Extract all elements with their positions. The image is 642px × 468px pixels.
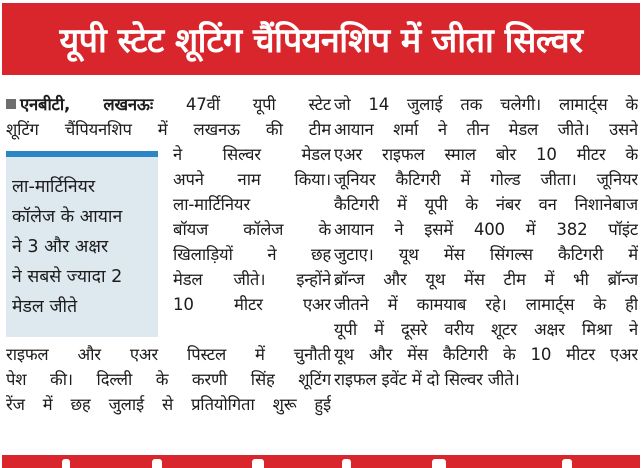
headline-glyph-fragment — [342, 459, 351, 468]
headline-glyph-fragment — [62, 459, 70, 468]
pull-quote — [6, 151, 158, 337]
article-line: मेडल जीते। इन्होंने — [173, 270, 331, 289]
article-line: जो 14 जुलाई तक चलेगी। लामार्ट्स के — [334, 95, 638, 114]
article-line: अपने नाम किया। — [173, 170, 331, 189]
pull-quote-line: मेडल जीते — [12, 297, 78, 317]
article-line — [6, 92, 331, 117]
bullet-icon — [6, 99, 16, 109]
article-line: खिलाड़ियों ने छह — [173, 245, 331, 264]
article-line: यूपी में दूसरे वरीय शूटर अक्षर मिश्रा ने — [334, 320, 638, 339]
pull-quote-line: ने सबसे ज्यादा 2 — [12, 267, 123, 287]
article-line: आयान ने इसमें 400 में 382 पॉइंट — [334, 220, 638, 239]
article-line: राइफल इवेंट में दो सिल्वर जीते। — [334, 370, 520, 389]
article-line: जीतने में कामयाब रहे। लामार्ट्स के ही — [334, 295, 638, 314]
article-line: ने सिल्वर मेडल — [173, 145, 331, 164]
article-line: रेंज में छह जुलाई से प्रतियोगिता शुरू हुई — [6, 395, 331, 414]
headline-glyph-fragment — [252, 459, 264, 468]
headline-glyph-fragment — [432, 459, 446, 468]
byline: एनबीटी, लखनऊः — [20, 95, 154, 114]
article-column-right — [334, 92, 638, 392]
article-line: राइफल और एअर पिस्टल में चुनौती — [6, 345, 331, 364]
headline-banner — [2, 3, 640, 75]
article-column-left — [6, 92, 331, 142]
pull-quote-line: कॉलेज के आयान — [12, 207, 123, 227]
article-line: कैटिगरी में यूपी के नंबर वन निशानेबाज — [334, 195, 638, 214]
article-text: 47वीं यूपी स्टेट — [185, 95, 331, 114]
article-inset-text — [173, 142, 331, 317]
pull-quote-line: ने 3 और अक्षर — [12, 237, 109, 257]
article-line: जुटाए। यूथ मेंस सिंगल्स कैटिगरी में — [334, 245, 638, 264]
article-line: बॉयज कॉलेज के — [173, 220, 331, 239]
pull-quote-line: ला-मार्टिनियर — [12, 177, 96, 197]
next-headline-strip — [2, 455, 640, 468]
headline-glyph-fragment — [562, 459, 572, 468]
article-line: ला-मार्टिनियर — [173, 195, 250, 214]
article-line: 10 मीटर एअर — [173, 295, 331, 314]
article-line: एअर राइफल स्माल बोर 10 मीटर के — [334, 145, 638, 164]
article-line: यूथ और मेंस कैटिगरी के 10 मीटर एअर — [334, 345, 638, 364]
headline-glyph-fragment — [152, 459, 162, 468]
headline-text: यूपी स्टेट शूटिंग चैंपियनशिप में जीता सिल्वर — [59, 21, 583, 61]
article-line: आयान शर्मा ने तीन मेडल जीते। उसने — [334, 120, 638, 139]
article-line: जूनियर कैटिगरी में गोल्ड जीता। जूनियर — [334, 170, 638, 189]
article-line: ब्रॉन्ज और यूथ मेंस टीम में भी ब्रॉन्ज — [334, 270, 638, 289]
article-line: पेश की। दिल्ली के करणी सिंह शूटिंग — [6, 370, 331, 389]
article-line: शूटिंग चैंपियनशिप में लखनऊ की टीम — [6, 120, 331, 139]
article-column-left-bottom — [6, 342, 331, 417]
